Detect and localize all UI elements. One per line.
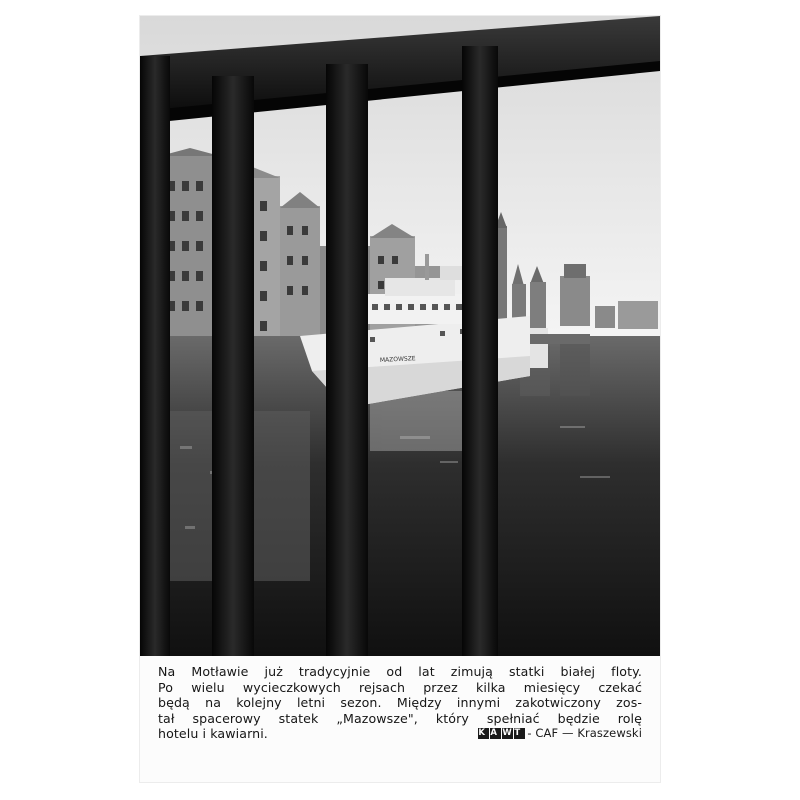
kaw-logo — [478, 728, 525, 739]
caption-line: będą na kolejny letni sezon. Między innymi zakotwiczony zos- — [158, 695, 642, 710]
photo-credit — [472, 726, 642, 742]
photograph — [140, 16, 660, 656]
kaw-logo-letter: T — [514, 728, 525, 739]
ship-name-label: MAZOWSZE — [379, 355, 416, 364]
kaw-logo-letter: A — [490, 728, 501, 739]
caption-last-line — [158, 726, 642, 742]
caption-line: Po wielu wycieczkowych rejsach przez kilka miesięcy czekać — [158, 679, 642, 695]
gdansk-harbor-photo — [140, 16, 660, 656]
kaw-logo-letter: K — [478, 728, 489, 739]
photo-caption — [158, 664, 642, 742]
kaw-logo-letter: W — [502, 728, 512, 739]
caption-line: hotelu i kawiarni. — [158, 726, 268, 741]
caption-line: tał spacerowy statek „Mazowsze", który spełniać będzie rolę — [158, 710, 642, 726]
postcard — [140, 16, 660, 782]
caption-line: Na Motławie już tradycyjnie od lat zimują statki białej floty. — [158, 664, 642, 679]
credit-text: - CAF — Kraszewski — [527, 726, 642, 740]
